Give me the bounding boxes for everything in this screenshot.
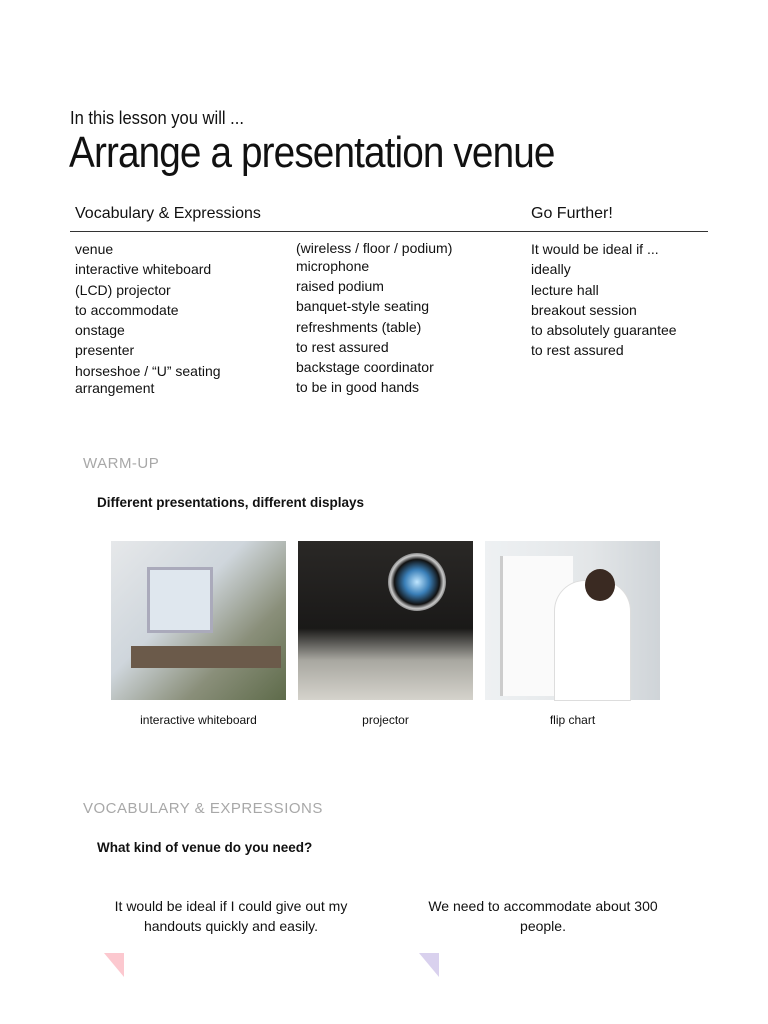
vocab-item: to be in good hands [296, 379, 419, 396]
vocab-section-label: VOCABULARY & EXPRESSIONS [83, 800, 323, 817]
divider [70, 231, 708, 232]
pink-triangle-marker [104, 953, 124, 977]
vocab-item: to accommodate [75, 301, 179, 318]
go-further-list [531, 239, 711, 361]
vocab-column-1 [75, 239, 245, 397]
go-further-item: breakout session [531, 301, 637, 318]
vocab-item: horseshoe / “U” seating arrangement [75, 362, 221, 396]
interactive-whiteboard-photo [111, 541, 286, 700]
vocab-item: (wireless / floor / podium) microphone [296, 240, 453, 274]
vocab-item: banquet-style seating [296, 298, 430, 315]
vocab-item: raised podium [296, 278, 384, 294]
quote-text: It would be ideal if I could give out my handouts quickly and easily. [114, 898, 348, 934]
vocab-heading: Vocabulary & Expressions [75, 205, 261, 222]
vocab-item: refreshments (table) [296, 318, 422, 335]
page-title: Arrange a presentation venue [69, 128, 555, 177]
go-further-item: ideally [531, 261, 571, 278]
vocab-column-2 [296, 239, 471, 398]
quote-text: We need to accommodate about 300 people. [428, 898, 658, 934]
go-further-heading: Go Further! [531, 205, 613, 222]
warmup-subtitle: Different presentations, different displays [97, 495, 365, 510]
lavender-triangle-marker [419, 953, 439, 977]
photo-caption: flip chart [549, 713, 596, 727]
vocab-item: venue [75, 241, 114, 257]
warmup-label: WARM-UP [83, 455, 160, 472]
flip-chart-photo [485, 541, 660, 700]
vocab-item: presenter [75, 342, 135, 359]
vocab-item: backstage coordinator [296, 359, 434, 376]
lesson-intro: In this lesson you will ... [70, 108, 244, 128]
vocab-item: (LCD) projector [75, 281, 171, 298]
projector-photo [298, 541, 473, 700]
photo-caption: projector [362, 713, 409, 727]
vocab-section-subtitle: What kind of venue do you need? [97, 840, 313, 855]
go-further-item: lecture hall [531, 281, 599, 298]
vocab-item: to rest assured [296, 338, 389, 355]
go-further-item: to absolutely guarantee [531, 322, 677, 339]
photo-caption: interactive whiteboard [140, 713, 257, 727]
vocab-item: onstage [75, 322, 125, 339]
go-further-item: It would be ideal if ... [531, 241, 659, 257]
go-further-item: to rest assured [531, 342, 624, 359]
vocab-item: interactive whiteboard [75, 261, 212, 278]
